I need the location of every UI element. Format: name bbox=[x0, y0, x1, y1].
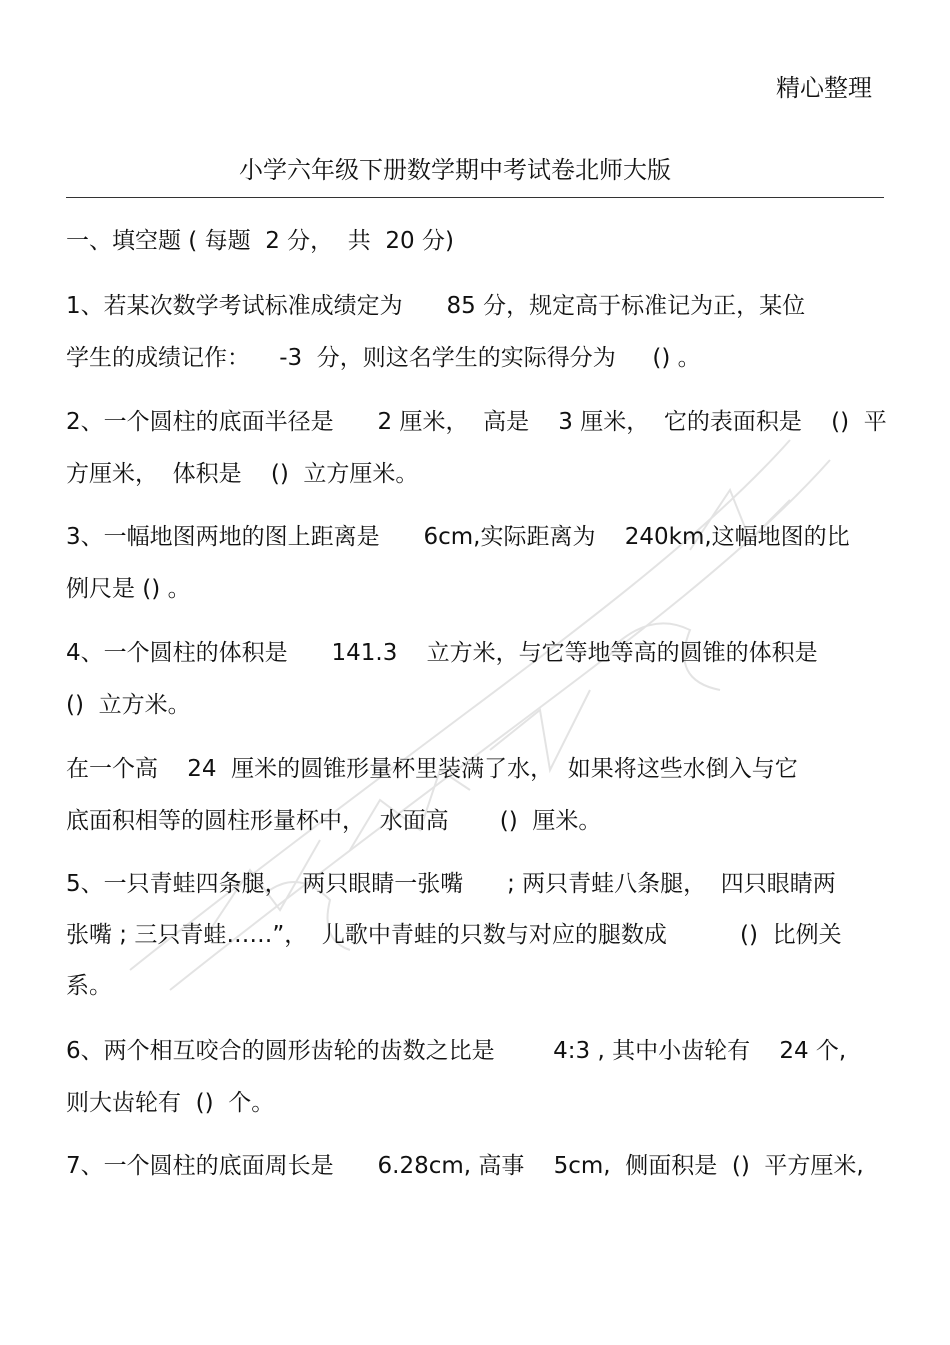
question-line: 例尺是 () 。 bbox=[66, 576, 191, 602]
section-heading: 一、填空题 ( 每题 2 分， 共 20 分) bbox=[66, 228, 454, 254]
question-line: 3、一幅地图两地的图上距离是 6cm,实际距离为 240km,这幅地图的比 bbox=[66, 524, 850, 550]
question-line: 学生的成绩记作： -3 分，则这名学生的实际得分为 () 。 bbox=[66, 345, 701, 371]
question-line: 系。 bbox=[66, 973, 112, 999]
title-divider bbox=[66, 197, 884, 198]
question-line: 1、若某次数学考试标准成绩定为 85 分，规定高于标准记为正，某位 bbox=[66, 293, 806, 319]
question-line: 2、一个圆柱的底面半径是 2 厘米， 高是 3 厘米， 它的表面积是 () 平 bbox=[66, 409, 887, 435]
header-note: 精心整理 bbox=[776, 74, 872, 102]
question-line: 7、一个圆柱的底面周长是 6.28cm, 高事 5cm, 侧面积是 () 平方厘米, bbox=[66, 1153, 864, 1179]
question-line: 底面积相等的圆柱形量杯中， 水面高 () 厘米。 bbox=[66, 808, 602, 834]
question-line: 方厘米， 体积是 () 立方厘米。 bbox=[66, 461, 419, 487]
question-line: 张嘴 ; 三只青蛙……”， 儿歌中青蛙的只数与对应的腿数成 () 比例关 bbox=[66, 922, 842, 948]
question-line: () 立方米。 bbox=[66, 692, 191, 718]
page-title: 小学六年级下册数学期中考试卷北师大版 bbox=[239, 156, 671, 184]
question-line: 则大齿轮有 () 个。 bbox=[66, 1090, 275, 1116]
question-line: 4、一个圆柱的体积是 141.3 立方米，与它等地等高的圆锥的体积是 bbox=[66, 640, 818, 666]
question-line: 6、两个相互咬合的圆形齿轮的齿数之比是 4:3 , 其中小齿轮有 24 个, bbox=[66, 1038, 847, 1064]
question-line: 在一个高 24 厘米的圆锥形量杯里装满了水， 如果将这些水倒入与它 bbox=[66, 756, 798, 782]
question-line: 5、一只青蛙四条腿， 两只眼睛一张嘴 ; 两只青蛙八条腿， 四只眼睛两 bbox=[66, 871, 836, 897]
